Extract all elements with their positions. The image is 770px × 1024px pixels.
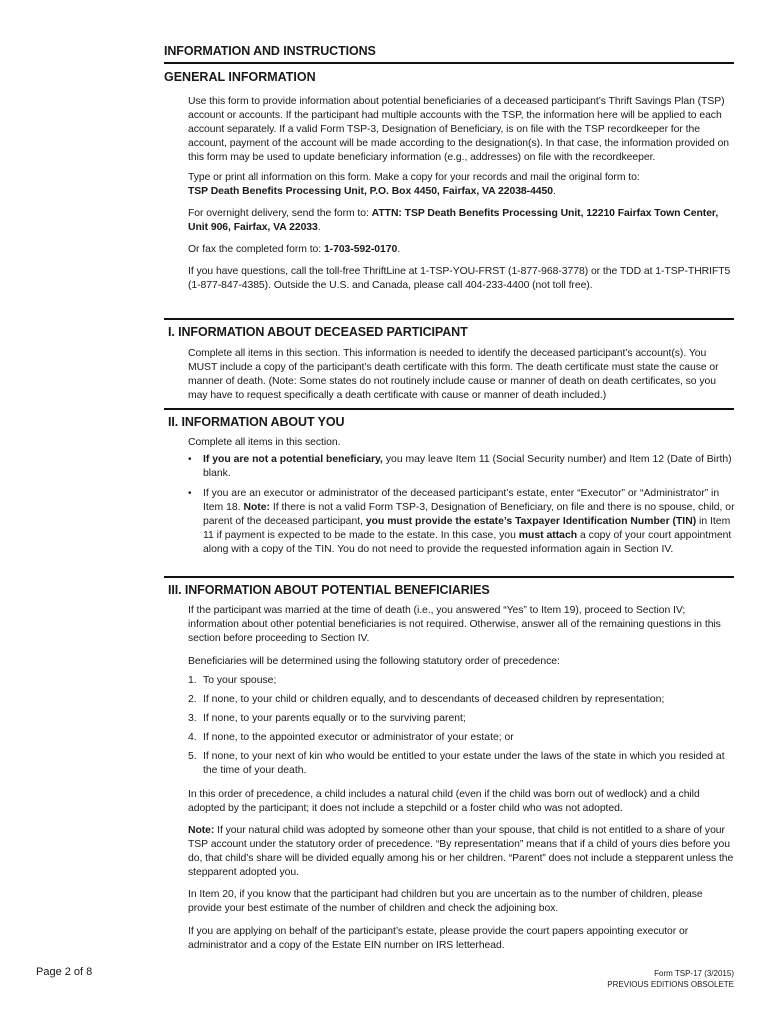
section-2-heading: II. INFORMATION ABOUT YOU [168, 415, 345, 429]
section-3-note [188, 824, 736, 880]
bullet-2-text-2: If there is not a valid Form TSP-3, Designation of Beneficiary, on file and there is no spouse, child, or parent of the deceased participant, [203, 502, 735, 527]
page-title: INFORMATION AND INSTRUCTIONS [164, 44, 376, 58]
section-3-paragraph-2: Beneficiaries will be determined using the following statutory order of precedence: [188, 656, 560, 667]
precedence-number: 1. [188, 675, 197, 686]
general-paragraph-1: Use this form to provide information about potential beneficiaries of a deceased participant’s Thrift Savings Plan (TSP) account or accounts. If the participant had multiple accounts with the TSP, the information here will be applied to each account separately. If a valid Form TSP-3, Designation of Beneficiary, is on file with the TSP recordkeeper for the account, payment of the account will be made according to the designation(s). In that case, the information provided on this form may be used to update beneficiary information (e.g., addresses) on file with the recordkeeper. [188, 96, 730, 163]
precedence-item [188, 750, 736, 778]
section-1-heading: I. INFORMATION ABOUT DECEASED PARTICIPANT [168, 325, 468, 339]
precedence-item [188, 731, 736, 745]
bullet-1-text: you may leave Item 11 (Social Security number) and Item 12 (Date of Birth) blank. [203, 454, 732, 479]
precedence-number: 3. [188, 713, 197, 724]
section-3-paragraph-1: If the participant was married at the time of death (i.e., you answered “Yes” to Item 19), proceed to Section IV; information about other potential beneficiaries is not required. Otherwise, answer all of the remaining questions in this section before proceeding to Section IV. [188, 605, 721, 644]
precedence-item [188, 693, 736, 707]
overnight-period: . [317, 222, 321, 233]
general-information-heading: GENERAL INFORMATION [164, 70, 316, 84]
bullet-2-text-4: a copy of your court appointment along with a copy of the TIN. You do not need to provide the requested information again in Section IV. [203, 530, 732, 555]
bullet-2-text-1: If you are an executor or administrator of the deceased participant’s estate, enter “Executor” or “Administrator” in Item 18. [203, 488, 720, 513]
note-text: If your natural child was adopted by someone other than your spouse, that child is not entitled to a share of your TSP account under the statutory order of precedence. “By representation” means that if a child of yours dies before you do, that child’s share will be divided equally among his or her children. “Parent” does not include a stepparent unless the stepparent adopted you. [188, 825, 734, 878]
mailing-instructions [188, 171, 736, 199]
precedence-item [188, 712, 736, 726]
overnight-text: For overnight delivery, send the form to: [188, 208, 372, 219]
form-number: Form TSP-17 (3/2015) [654, 969, 734, 978]
precedence-text: If none, to your parents equally or to the surviving parent; [203, 713, 466, 724]
precedence-number: 2. [188, 694, 197, 705]
fax-number: 1-703-592-0170 [323, 244, 398, 255]
mailing-address: TSP Death Benefits Processing Unit, P.O. Box 4450, Fairfax, VA 22038-4450 [188, 186, 553, 197]
section-2-intro: Complete all items in this section. [188, 437, 341, 448]
bullet-2-tin: you must provide the estate’s Taxpayer Identification Number (TIN) [365, 516, 697, 527]
precedence-number: 5. [188, 751, 197, 762]
bullet-1-bold: If you are not a potential beneficiary, [203, 454, 383, 465]
precedence-text: If none, to the appointed executor or administrator of your estate; or [203, 732, 514, 743]
note-label: Note: [188, 825, 215, 836]
bullet-2-note: Note: [243, 502, 270, 513]
header-rule [164, 62, 734, 64]
section-3-rule [164, 576, 734, 578]
mailing-text: Type or print all information on this form. Make a copy for your records and mail the original form to: [188, 172, 640, 183]
page-number: Page 2 of 8 [36, 966, 93, 978]
fax-text: Or fax the completed form to: [188, 244, 324, 255]
questions-paragraph: If you have questions, call the toll-free ThriftLine at 1-TSP-YOU-FRST (1-877-968-3778) or the TDD at 1-TSP-THRIFT5 (1-877-847-4385). Outside the U.S. and Canada, please call 404-233-4400 (not toll free). [188, 266, 731, 291]
fax-instructions [188, 243, 736, 257]
editions-notice: PREVIOUS EDITIONS OBSOLETE [607, 980, 734, 989]
precedence-text: To your spouse; [203, 675, 277, 686]
precedence-text: If none, to your child or children equally, and to descendants of deceased children by representation; [203, 694, 665, 705]
bullet-icon: • [188, 454, 192, 465]
bullet-icon: • [188, 488, 192, 499]
bullet-not-beneficiary [188, 453, 736, 481]
section-1-rule [164, 318, 734, 320]
mailing-period: . [553, 186, 556, 197]
form-footer [607, 968, 734, 990]
general-information-body [188, 95, 736, 293]
section-3-heading: III. INFORMATION ABOUT POTENTIAL BENEFICIARIES [168, 583, 490, 597]
section-3-paragraph-5: In Item 20, if you know that the participant had children but you are uncertain as to the number of children, please provide your best estimate of the number of children and check the adjoining box. [188, 889, 703, 914]
overnight-address: ATTN: TSP Death Benefits Processing Unit, 12210 Fairfax Town Center, Unit 906, Fairfax, VA 22033 [188, 208, 719, 233]
bullet-2-must-attach: must attach [518, 530, 578, 541]
section-3-paragraph-6: If you are applying on behalf of the participant’s estate, please provide the court papers appointing executor or administrator and a copy of the Estate EIN number on IRS letterhead. [188, 926, 689, 951]
precedence-number: 4. [188, 732, 197, 743]
section-3-paragraph-3: In this order of precedence, a child includes a natural child (even if the child was born out of wedlock) and a child adopted by the participant; it does not include a stepchild or a foster child who was not adopted. [188, 789, 700, 814]
bullet-executor [188, 487, 736, 557]
bullet-2-text-3: in Item 11 if payment is expected to be made to the estate. In this case, you [203, 516, 731, 541]
fax-period: . [397, 244, 401, 255]
precedence-item [188, 674, 736, 688]
section-2-rule [164, 408, 734, 410]
overnight-instructions [188, 207, 736, 235]
section-1-body: Complete all items in this section. This information is needed to identify the deceased participant’s account(s). You MUST include a copy of the participant’s death certificate with this form. The death certificate must state the cause or manner of death. (Note: Some states do not routinely include cause or manner of death on death certificates, so you may have to request specifically a death certificate with cause or manner of death included.) [188, 348, 719, 401]
precedence-text: If none, to your next of kin who would be entitled to your estate under the laws of the state in which you resided at the time of your death. [203, 751, 725, 776]
